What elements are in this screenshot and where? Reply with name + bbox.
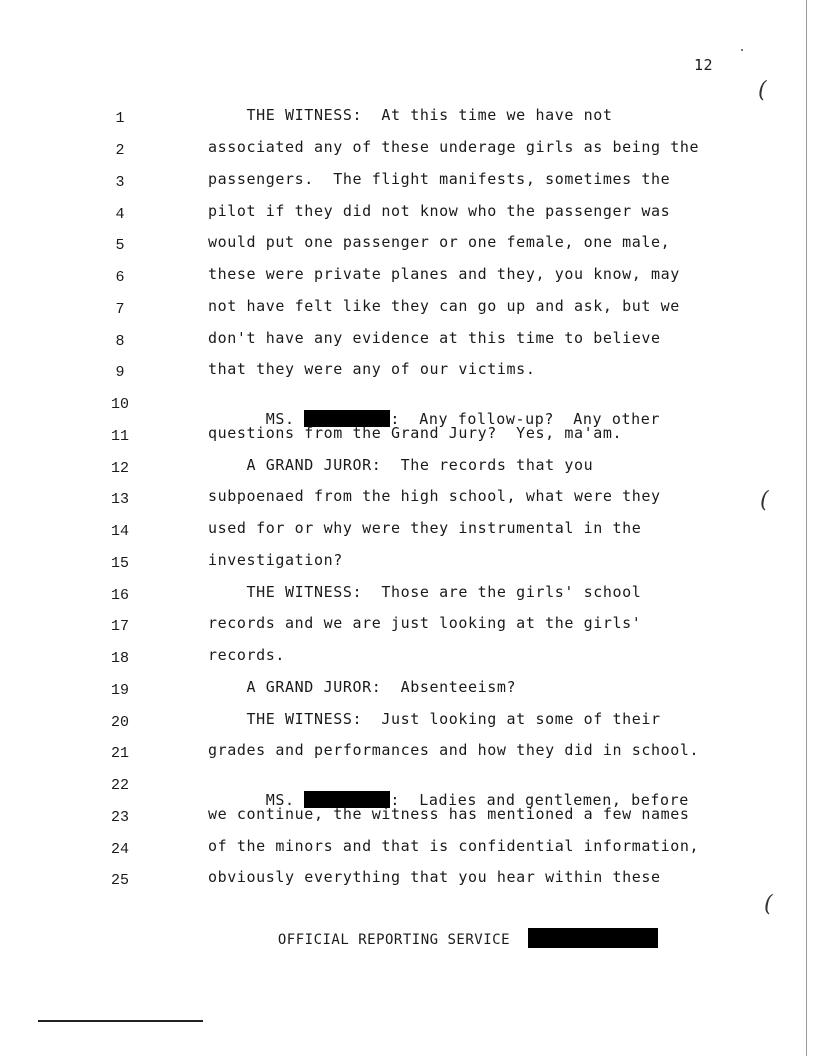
right-border-line bbox=[806, 0, 807, 1056]
transcript-line: that they were any of our victims. bbox=[208, 360, 536, 378]
transcript-line: don't have any evidence at this time to believe bbox=[208, 329, 661, 347]
transcript-line: A GRAND JUROR: Absenteeism? bbox=[208, 678, 517, 696]
margin-mark: ( bbox=[760, 488, 769, 513]
speaker-prefix: MS. bbox=[227, 410, 305, 428]
transcript-line bbox=[208, 392, 660, 428]
transcript-line: investigation? bbox=[208, 551, 343, 569]
line-number: 7 bbox=[115, 301, 125, 318]
redaction-block bbox=[528, 928, 658, 948]
margin-mark: ( bbox=[758, 78, 767, 103]
line-number: 16 bbox=[110, 587, 129, 604]
line-number: 22 bbox=[110, 777, 129, 794]
transcript-line: would put one passenger or one female, one male, bbox=[208, 233, 671, 251]
line-number: 9 bbox=[115, 364, 125, 381]
transcript-line: records. bbox=[208, 646, 286, 664]
line-number: 21 bbox=[110, 745, 129, 762]
line-number: 19 bbox=[110, 682, 129, 699]
line-number: 25 bbox=[110, 872, 129, 889]
line-number: 6 bbox=[115, 269, 125, 286]
transcript-line: associated any of these underage girls as being the bbox=[208, 138, 700, 156]
margin-mark: ( bbox=[764, 892, 773, 917]
footer-label: OFFICIAL REPORTING SERVICE bbox=[277, 932, 511, 948]
line-number: 24 bbox=[110, 841, 129, 858]
transcript-line: not have felt like they can go up and ask, but we bbox=[208, 297, 680, 315]
line-number: 13 bbox=[110, 491, 129, 508]
speaker-prefix: MS. bbox=[227, 791, 305, 809]
line-number: 4 bbox=[115, 206, 125, 223]
footer bbox=[260, 912, 658, 948]
transcript-line: THE WITNESS: At this time we have not bbox=[208, 106, 613, 124]
line-number: 11 bbox=[110, 428, 129, 445]
line-number: 17 bbox=[110, 618, 129, 635]
line-number: 23 bbox=[110, 809, 129, 826]
line-number: 2 bbox=[115, 142, 125, 159]
transcript-line: questions from the Grand Jury? Yes, ma'am. bbox=[208, 424, 623, 442]
transcript-line: THE WITNESS: Those are the girls' school bbox=[208, 583, 642, 601]
transcript-line: THE WITNESS: Just looking at some of their bbox=[208, 710, 661, 728]
transcript-line: records and we are just looking at the girls' bbox=[208, 614, 642, 632]
transcript-line: subpoenaed from the high school, what were they bbox=[208, 487, 661, 505]
transcript-line: grades and performances and how they did in school. bbox=[208, 741, 700, 759]
transcript-line: we continue, the witness has mentioned a few names bbox=[208, 805, 690, 823]
page-number: 12 bbox=[694, 56, 714, 74]
transcript-line: of the minors and that is confidential information, bbox=[208, 837, 700, 855]
line-number: 10 bbox=[110, 396, 129, 413]
transcript-line: used for or why were they instrumental in the bbox=[208, 519, 642, 537]
bottom-rule bbox=[38, 1020, 203, 1022]
line-number: 12 bbox=[110, 460, 129, 477]
line-number: 15 bbox=[110, 555, 129, 572]
transcript-line: these were private planes and they, you know, may bbox=[208, 265, 680, 283]
transcript-line: A GRAND JUROR: The records that you bbox=[208, 456, 594, 474]
transcript-line: pilot if they did not know who the passenger was bbox=[208, 202, 671, 220]
line-number: 5 bbox=[115, 237, 125, 254]
line-number: 1 bbox=[115, 110, 125, 127]
line-number: 8 bbox=[115, 333, 125, 350]
line-number: 18 bbox=[110, 650, 129, 667]
line-number: 14 bbox=[110, 523, 129, 540]
transcript-line bbox=[208, 773, 689, 809]
transcript-line: obviously everything that you hear within these bbox=[208, 868, 661, 886]
line-number: 20 bbox=[110, 714, 129, 731]
line-remainder: : Ladies and gentlemen, before bbox=[390, 791, 689, 809]
line-remainder: : Any follow-up? Any other bbox=[390, 410, 660, 428]
transcript-line: passengers. The flight manifests, sometimes the bbox=[208, 170, 671, 188]
line-number: 3 bbox=[115, 174, 125, 191]
scan-speck bbox=[741, 49, 743, 51]
